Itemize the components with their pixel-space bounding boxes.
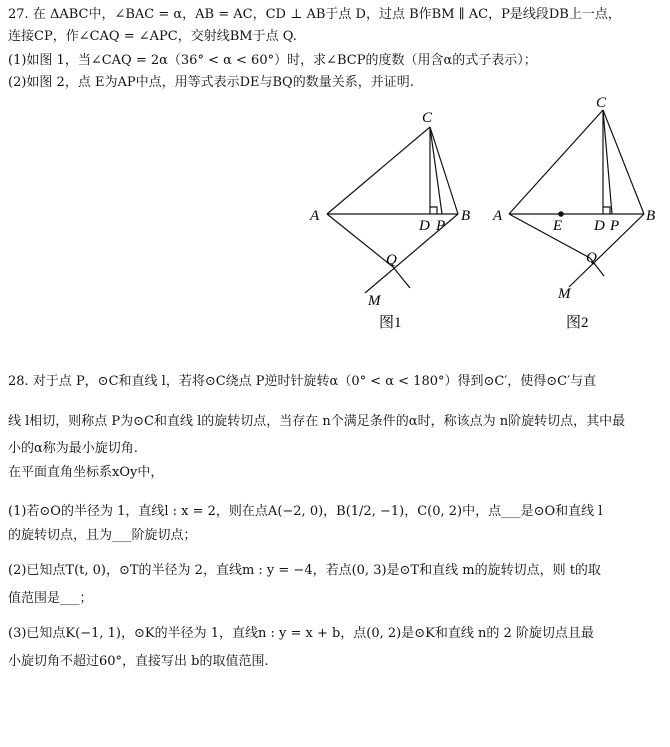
fig2-segment-ac: [509, 110, 603, 214]
figure-2: [484, 90, 670, 340]
fig2-segment-aq: [509, 214, 590, 258]
fig2-segment-cp: [603, 110, 612, 214]
fig2-label-a: A: [493, 208, 503, 224]
p28-q3-line-2: 小旋切角不超过60°，直接写出 b的取值范围.: [8, 654, 269, 669]
fig1-label-q: Q: [386, 252, 397, 268]
p28-line-1: 28. 对于点 P，⊙C和直线 l，若将⊙C绕点 P逆时针旋转α（0° < α < 180°）得到⊙C′，使得⊙C′与直: [8, 374, 597, 389]
fig1-right-angle-mark: [430, 207, 437, 214]
fig2-label-d: D: [594, 218, 605, 234]
fig1-label-m: M: [368, 293, 381, 309]
fig2-segment-bc: [603, 110, 644, 214]
fig2-label-m: M: [558, 286, 571, 302]
fig1-label-d: D: [419, 218, 430, 234]
fig1-label-a: A: [310, 208, 320, 224]
fig1-label-b: B: [461, 208, 471, 224]
fig1-caption: 图1: [379, 315, 402, 331]
p28-line-4: 在平面直角坐标系xOy中，: [8, 465, 164, 480]
p27-line-2: 连接CP，作∠CAQ = ∠APC，交射线BM于点 Q.: [8, 29, 297, 44]
p28-line-2: 线 l相切，则称点 P为⊙C和直线 l的旋转切点，当存在 n个满足条件的α时，称该点为 n阶旋转切点，其中最: [8, 414, 626, 429]
p28-q1-line-1: (1)若⊙O的半径为 1，直线l : x = 2，则在点A(−2, 0)，B(1/2, −1)，C(0, 2)中，点___是⊙O和直线 l: [8, 504, 603, 519]
figure-1: [300, 100, 480, 340]
fig2-label-c: C: [596, 95, 607, 111]
fig2-caption: 图2: [566, 315, 589, 331]
p27-line-3: (1)如图 1，当∠CAQ = 2α（36° < α < 60°）时，求∠BCP的度数（用含α的式子表示）；: [8, 53, 537, 68]
fig1-label-p: P: [436, 218, 446, 234]
fig1-segment-cp: [430, 127, 442, 214]
fig2-right-angle-mark: [603, 207, 610, 214]
p28-q3-line-1: (3)已知点K(−1, 1)，⊙K的半径为 1，直线n : y = x + b，点(0, 2)是⊙K和直线 n的 2 阶旋切点且最: [8, 626, 594, 641]
p28-q1-line-2: 的旋转切点，且为___阶旋切点；: [8, 528, 197, 543]
p28-line-3: 小的α称为最小旋切角.: [8, 441, 138, 456]
fig2-label-q: Q: [586, 250, 597, 266]
fig2-label-p: P: [610, 218, 620, 234]
fig2-label-e: E: [553, 218, 563, 234]
fig1-label-c: C: [422, 110, 433, 126]
fig1-segment-ac: [327, 127, 430, 214]
fig1-segment-aq: [327, 214, 393, 267]
p28-q2-line-1: (2)已知点T(t, 0)，⊙T的半径为 2，直线m : y = −4，若点(0, 3)是⊙T和直线 m的旋转切点，则 t的取: [8, 563, 601, 578]
p28-q2-line-2: 值范围是___；: [8, 591, 93, 606]
fig1-segment-bc: [430, 127, 458, 214]
fig2-label-b: B: [646, 208, 656, 224]
p27-line-1: 27. 在 ΔABC中，∠BAC = α，AB = AC，CD ⊥ AB于点 D，过点 B作BM ∥ AC，P是线段DB上一点，: [8, 7, 621, 22]
p27-line-4: (2)如图 2，点 E为AP中点，用等式表示DE与BQ的数量关系，并证明.: [8, 75, 414, 90]
fig1-line-beyond-q: [393, 267, 410, 288]
fig2-ray-bm: [569, 214, 644, 287]
fig2-point-e: [558, 211, 564, 217]
